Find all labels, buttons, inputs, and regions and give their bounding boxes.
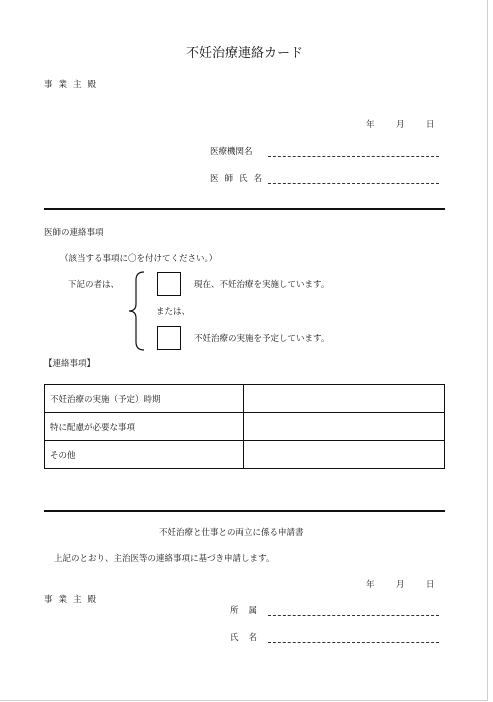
doctor-label: 医師氏名 xyxy=(210,174,269,184)
section-divider xyxy=(44,208,445,210)
or-text: または、 xyxy=(156,307,191,317)
table-row xyxy=(45,413,445,441)
table-row xyxy=(45,385,445,413)
dept-field[interactable] xyxy=(268,615,439,616)
notes-row-value-field[interactable] xyxy=(244,441,445,469)
notes-heading: 【連絡事項】 xyxy=(44,359,96,369)
notes-row-label: その他 xyxy=(45,441,244,469)
date-day-label: 日 xyxy=(426,120,435,130)
application-title: 不妊治療と仕事との両立に係る申請書 xyxy=(159,528,304,538)
facility-label: 医療機関名 xyxy=(210,147,253,157)
app-addressee-label: 事業主殿 xyxy=(44,595,103,605)
notes-row-label: 不妊治療の実施（予定）時期 xyxy=(45,385,244,413)
facility-field[interactable] xyxy=(268,156,439,157)
option2-checkbox[interactable] xyxy=(157,326,181,350)
app-date-year-label: 年 xyxy=(366,580,375,590)
dept-label: 所属 xyxy=(230,606,268,616)
notes-row-value-field[interactable] xyxy=(244,385,445,413)
card-title: 不妊治療連絡カード xyxy=(186,46,304,61)
doctor-section-heading: 医師の連絡事項 xyxy=(44,228,104,238)
app-date-month-label: 月 xyxy=(396,580,405,590)
app-date-day-label: 日 xyxy=(426,580,435,590)
curly-brace-icon xyxy=(126,270,150,352)
option2-text: 不妊治療の実施を予定しています。 xyxy=(194,334,330,344)
option1-checkbox[interactable] xyxy=(157,272,181,296)
date-month-label: 月 xyxy=(396,120,405,130)
doctor-name-field[interactable] xyxy=(268,183,439,184)
notes-row-value-field[interactable] xyxy=(244,413,445,441)
subject-text: 下記の者は、 xyxy=(68,280,120,290)
option1-text: 現在、不妊治療を実施しています。 xyxy=(194,280,330,290)
notes-table xyxy=(44,384,445,469)
applicant-name-field[interactable] xyxy=(268,642,439,643)
table-row xyxy=(45,441,445,469)
addressee-label: 事業主殿 xyxy=(44,80,103,90)
date-year-label: 年 xyxy=(366,120,375,130)
instruction-text: （該当する事項に〇を付けてください。） xyxy=(60,254,218,264)
notes-row-label: 特に配慮が必要な事項 xyxy=(45,413,244,441)
applicant-name-label: 氏名 xyxy=(230,633,268,643)
application-statement: 上記のとおり、主治医等の連絡事項に基づき申請します。 xyxy=(54,554,275,564)
section-divider xyxy=(44,510,445,512)
